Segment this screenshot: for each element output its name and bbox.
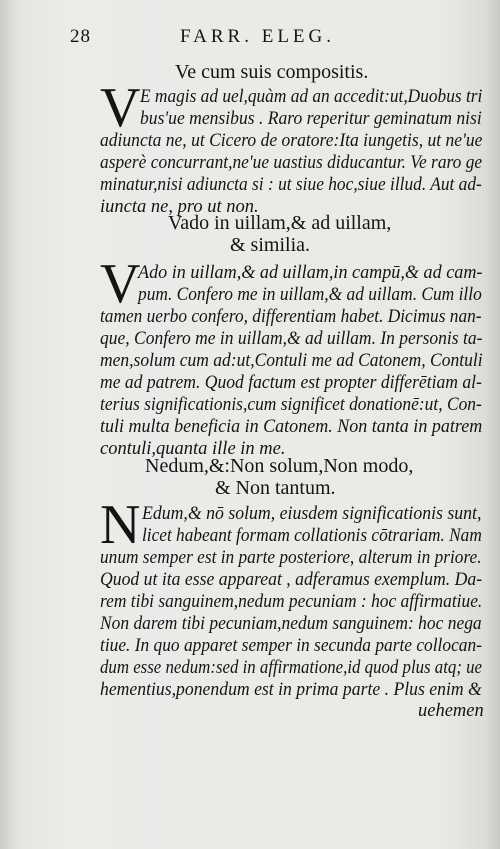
text-line: iuncta ne, pro ut non.	[100, 197, 259, 217]
text-line: terius significationis,cum significet donationē:ut, Con-	[100, 395, 482, 415]
text-line: tamen uerbo confero, differentiam habet. Dicimus nan-	[100, 307, 482, 327]
text-line: adiuncta ne, ut Cicero de oratore:Ita iungetis, ut ne'ue	[100, 131, 483, 151]
text-line: Ado in uillam,& ad uillam,in campū,& ad cam-	[138, 263, 483, 283]
text-line: que, Confero me in uillam,& ad uillam. In personis ta-	[100, 329, 483, 349]
text-line: tiue. In quo apparet semper in secunda parte collocan-	[100, 636, 482, 656]
text-line: unum semper est in parte posteriore, alterum in priore.	[100, 548, 482, 568]
text-line: dum esse nedum:sed in affirmatione,id quod plus atq; ue	[100, 658, 483, 678]
text-line: tuli multa beneficia in Catonem. Non tanta in patrem	[100, 417, 483, 437]
folio-number: 28	[70, 26, 91, 47]
text-line: Edum,& nō solum, eiusdem significationis sunt,	[142, 504, 482, 524]
drop-cap-n: N	[100, 494, 141, 556]
text-line: Non darem tibi pecuniam,nedum sanguinem: hoc nega	[100, 614, 482, 634]
text-line: pum. Confero me in uillam,& ad uillam. Cum illo	[138, 285, 482, 305]
section-heading-vado: Vado in uillam,& ad uillam,	[168, 212, 392, 234]
text-line: licet habeant formam collationis cōtrariam. Nam	[142, 526, 482, 546]
text-line: contuli,quanta ille in me.	[100, 439, 286, 459]
text-line: hementius,ponendum est in prima parte . Plus enim &	[100, 680, 482, 700]
section-heading-ve: Ve cum suis compositis.	[175, 61, 369, 83]
catchword: uehemen	[418, 701, 484, 721]
text-line: bus'ue mensibus . Raro reperitur geminatum nisi	[140, 109, 482, 129]
text-line: E magis ad uel,quàm ad an accedit:ut,Duobus tri	[140, 87, 483, 107]
section-heading-vado-cont: & similia.	[230, 234, 310, 256]
section-heading-nedum: Nedum,&:Non solum,Non modo,	[145, 455, 414, 477]
running-head: FARR. ELEG.	[180, 26, 336, 47]
text-line: me ad patrem. Quod factum est propter differētiam al-	[100, 373, 482, 393]
text-line: minatur,nisi adiuncta si : ut siue hoc,siue illud. Aut ad-	[100, 175, 482, 195]
text-line: men,solum cum ad:ut,Contuli me ad Catonem, Contuli	[100, 351, 483, 371]
drop-cap-v: V	[100, 253, 141, 315]
page-header	[70, 26, 480, 50]
drop-cap-v: V	[100, 77, 141, 139]
text-line: rem tibi sanguinem,nedum pecuniam : hoc affirmatiue.	[100, 592, 483, 612]
text-line: Quod ut ita esse appareat , adferamus exemplum. Da-	[100, 570, 483, 590]
text-line: asperè concurrant,ne'ue uastius diducantur. Ve raro ge	[100, 153, 483, 173]
section-heading-nedum-cont: & Non tantum.	[215, 477, 336, 499]
